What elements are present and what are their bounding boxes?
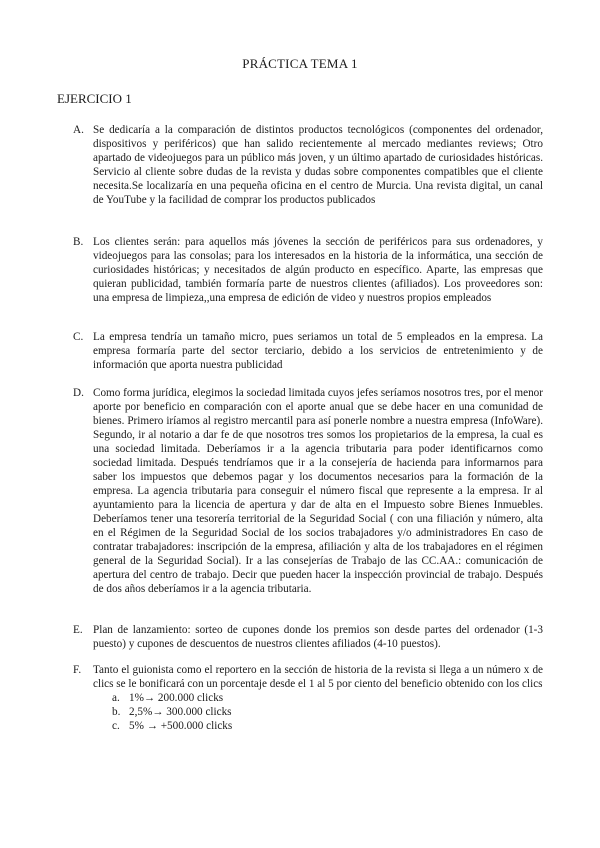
list-item-text: Plan de lanzamiento: sorteo de cupones donde los premios son desde partes del ordenador (1-3 puesto) y cupones de descuentos de nuestros clientes afiliados (4-10 puestos).	[93, 624, 543, 650]
list-marker: D.	[73, 387, 84, 399]
sublist-item	[93, 705, 543, 719]
list-item-f	[73, 663, 543, 733]
list-item-a	[73, 123, 543, 207]
list-marker: E.	[73, 624, 83, 636]
sublist	[93, 691, 543, 733]
document-title: PRÁCTICA TEMA 1	[242, 56, 358, 71]
sublist-marker: b.	[112, 706, 121, 718]
sublist-marker: c.	[112, 720, 120, 732]
list-item-text: Los clientes serán: para aquellos más jóvenes la sección de periféricos para sus ordenadores, y videojuegos para las consolas; para los interesados en la historia de la informática, una sección de curiosidades históricas; y necesitados de algún producto en específico. Aparte, las empresas que quieran publicidad, también formaría parte de nuestros clientes (afiliados). Los proveedores son: una empresa de limpieza,,una empresa de edición de video y nuestros propios empleados	[93, 236, 543, 304]
list-marker: A.	[73, 124, 84, 136]
section-heading: EJERCICIO 1	[57, 91, 132, 106]
list-marker: F.	[73, 664, 82, 676]
list-item-text: Se dedicaría a la comparación de distintos productos tecnológicos (componentes del ordenador, dispositivos y periféricos) que han salido recientemente al mercado mediantes reviews; Otro apartado de videojuegos para un público más joven, y un último apartado de curiosidades históricas. Servicio al cliente sobre dudas de la revista y dudas sobre componentes compatibles que el cliente necesita.Se localizaría en una pequeña oficina en el centro de Murcia. Una revista digital, un canal de YouTube y la facilidad de comprar los productos publicados	[93, 124, 543, 206]
list-item-text: Tanto el guionista como el reportero en la sección de historia de la revista si llega a un número x de clics se le bonificará con un porcentaje desde el 1 al 5 por ciento del beneficio obtenido con los clics	[93, 664, 543, 690]
list-item-e	[73, 623, 543, 651]
sublist-item-text: 5% → +500.000 clicks	[129, 720, 233, 732]
sublist-item	[93, 691, 543, 705]
sublist-marker: a.	[112, 692, 120, 704]
list-item-c	[73, 330, 543, 372]
list-item-text: La empresa tendría un tamaño micro, pues seriamos un total de 5 empleados en la empresa. La empresa formaría parte del sector terciario, debido a los servicios de entretenimiento y de información que aporta nuestra publicidad	[93, 331, 543, 371]
list-marker: C.	[73, 331, 84, 343]
sublist-item-text: 2,5%→ 300.000 clicks	[129, 706, 232, 718]
list-item-text: Como forma jurídica, elegimos la sociedad limitada cuyos jefes seríamos nosotros tres, por el menor aporte por beneficio en comparación con el aporte anual que se debe hacer en una comunidad de bienes. Primero iríamos al registro mercantil para así ponerle nombre a nuestra empresa (InfoWare). Segundo, ir al notario a dar fe de que nosotros tres somos los propietarios de la empresa, la cual es una sociedad limitada. Deberíamos ir a la agencia tributaria para poder identificarnos como sociedad limitada. Después tendríamos que ir a la consejería de hacienda para informarnos para saber los impuestos que debemos pagar y los documentos necesarios para la formación de la empresa. La agencia tributaria para conseguir el número fiscal que represente a la empresa. Ir al ayuntamiento para la licencia de apertura y dar de alta en el Impuesto sobre Bienes Inmuebles. Deberíamos tener una tesorería territorial de la Seguridad Social ( con una filiación y número, alta en el Régimen de la Seguridad Social de los socios trabajadores y/o administradores En caso de contratar trabajadores: inscripción de la empresa, afiliación y alta de los trabajadores en el régimen general de la Seguridad Social). Ir a las consejerías de Trabajo de las CC.AA.: comunicación de apertura del centro de trabajo. Decir que pueden hacer la inspección provincial de trabajo. Después de dos años deberíamos ir a la agencia tributaria.	[93, 387, 543, 595]
list-item-b	[73, 235, 543, 305]
list-marker: B.	[73, 236, 84, 248]
sublist-item	[93, 719, 543, 733]
sublist-item-text: 1%→ 200.000 clicks	[129, 692, 224, 704]
list-item-d	[73, 386, 543, 596]
